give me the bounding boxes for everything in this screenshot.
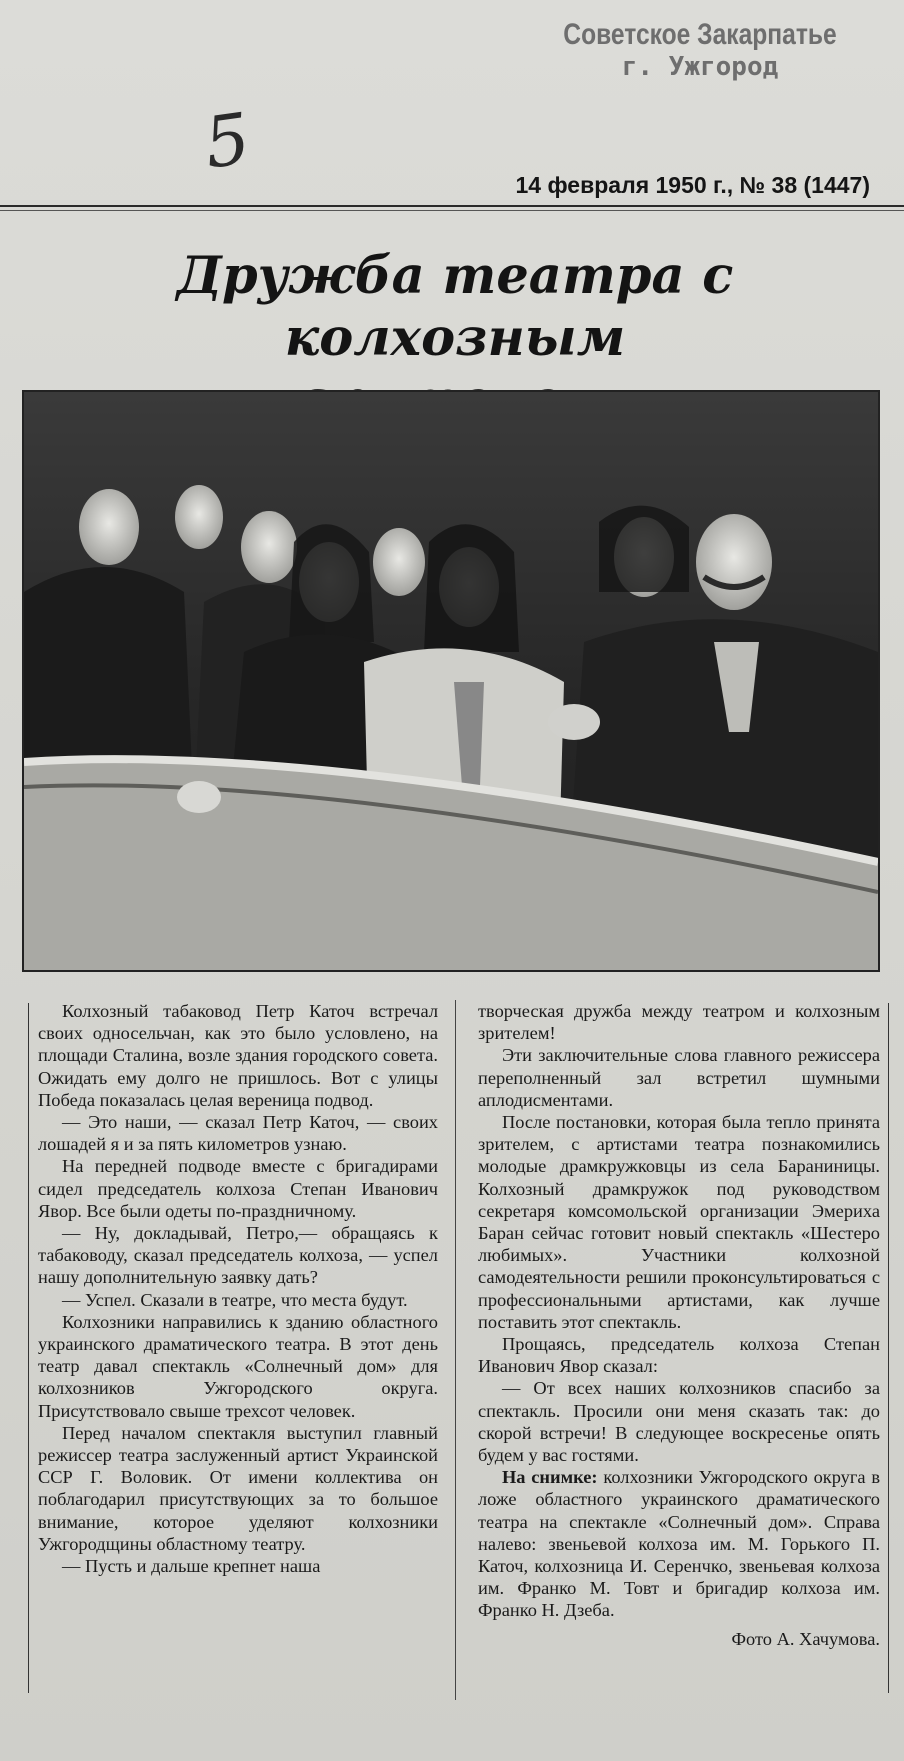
- paragraph: — От всех наших колхозников спасибо за спектакль. Просили они меня сказать так: до скорой встречи! В следующее воскресенье опять будем у вас гостями.: [478, 1378, 880, 1466]
- paragraph: Прощаясь, председатель колхоза Степан Иванович Явор сказал:: [478, 1334, 880, 1377]
- column-divider: [455, 1000, 456, 1700]
- photo-caption: [478, 1466, 880, 1621]
- article-column-right: [478, 1000, 880, 1650]
- stamp-city: г. Ужгород: [621, 52, 779, 82]
- paragraph: Колхозники направились к зданию областного украинского драматического театра. В этот день театр давал спектакль «Солнечный дом» для колхозников Ужгородского округа. Присутствовало свыше трехсот человек.: [38, 1311, 438, 1421]
- handwritten-number: 5: [199, 97, 256, 185]
- paragraph: — Успел. Сказали в театре, что места будут.: [62, 1289, 408, 1310]
- paragraph: — Пусть и дальше крепнет наша: [62, 1556, 321, 1577]
- library-stamp: [520, 18, 880, 82]
- text-frame-left: [28, 1003, 29, 1693]
- paragraph: — Ну, докладывай, Петро,— обращаясь к табаководу, сказал председатель колхоза, — успел нашу дополнительную заявку дать?: [38, 1223, 438, 1288]
- header-rule: [0, 205, 904, 207]
- caption-lead: На снимке:: [502, 1467, 598, 1488]
- article-photo: [22, 390, 880, 972]
- paragraph: Перед началом спектакля выступил главный режиссер театра заслуженный артист Украинской ССР Г. Воловик. От имени коллектива он поблагодарил присутствующих за то большое внимание, которое уделяют колхозники Ужгородщины областному театру.: [38, 1422, 438, 1554]
- header-rule-thin: [0, 210, 904, 211]
- stamp-newspaper-name: Советское Закарпатье: [563, 18, 837, 51]
- paragraph: После постановки, которая была тепло принята зрителем, с артистами театра познакомились молодые драмкружковцы из села Бараниницы. Колхозный драмкружок под руководством секретаря комсомольской организации Эмериха Баран сейчас готовит новый спектакль «Шестеро любимых». Участники колхозной самодеятельности решили проконсультироваться с профессиональными артистами, как лучше поставить этот спектакль.: [478, 1112, 880, 1332]
- issue-dateline: 14 февраля 1950 г., № 38 (1447): [515, 172, 870, 198]
- paragraph: Эти заключительные слова главного режиссера переполненный зал встретил шумными аплодисментами.: [478, 1045, 880, 1110]
- photo-illustration: [24, 392, 878, 970]
- headline-line-1: Дружба театра с колхозным: [176, 246, 734, 368]
- caption-text: колхозники Ужгородского округа в ложе областного украинского драматического театра на спектакле «Солнечный дом». Справа налево: звеньевой колхоза им. М. Горького П. Каточ, колхозница И. Серенчко, звеньевая колхоза им. Франко М. Товт и бригадир колхоза им. Франко Н. Дзеба.: [478, 1467, 880, 1621]
- text-frame-right: [888, 1003, 889, 1693]
- photo-credit: Фото А. Хачумова.: [731, 1628, 880, 1649]
- paragraph: На передней подводе вместе с бригадирами сидел председатель колхоза Степан Иванович Явор. Все были одеты по-праздничному.: [38, 1156, 438, 1221]
- paragraph: творческая дружба между театром и колхозным зрителем!: [478, 1001, 880, 1044]
- paragraph: — Это наши, — сказал Петр Каточ, — своих лошадей я и за пять километров узнаю.: [38, 1112, 438, 1155]
- article-column-left: [38, 1000, 438, 1577]
- paragraph: Колхозный табаковод Петр Каточ встречал своих односельчан, как это было условлено, на площади Сталина, возле здания городского совета. Ожидать ему долго не пришлось. Вот с улицы Победа показалась целая вереница подвод.: [38, 1001, 438, 1110]
